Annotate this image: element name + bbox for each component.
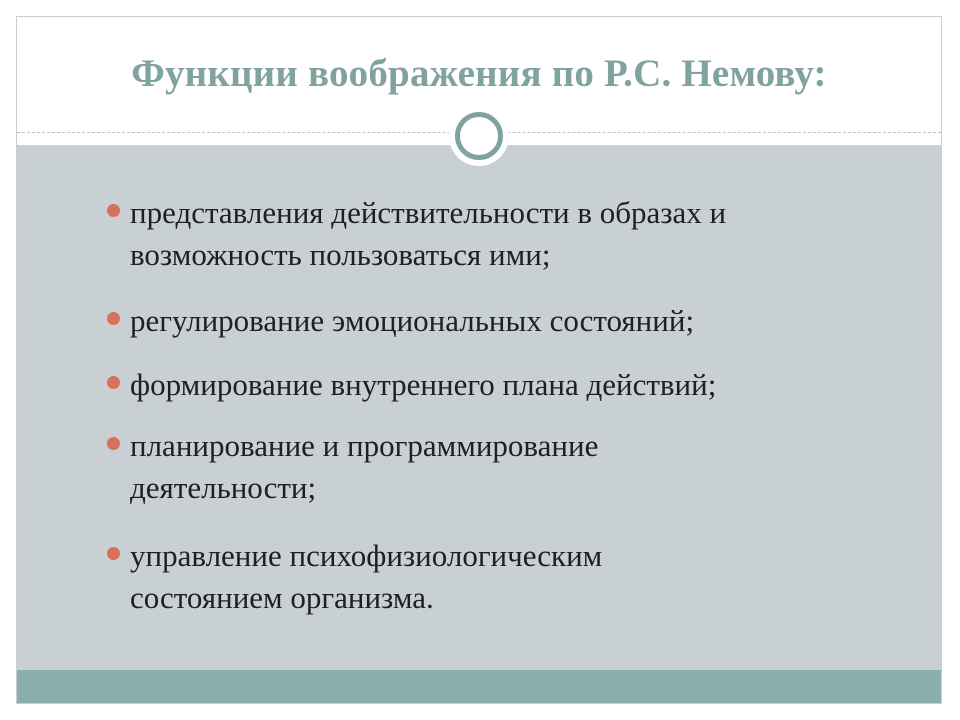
bullet-marker-icon <box>107 547 120 560</box>
bullet-3-line-1: формирование внутреннего плана действий; <box>130 367 717 402</box>
bullet-5-line-1: управление психофизиологическим <box>130 538 603 573</box>
bullet-1-line-2: возможность пользоваться ими; <box>130 237 551 272</box>
slide-title: Функции воображения по Р.С. Немову: <box>131 52 827 95</box>
bullet-4-line-2: деятельности; <box>130 470 317 505</box>
circle-ring-icon <box>455 112 503 160</box>
bullet-item-5 <box>130 535 890 619</box>
bottom-bar <box>17 670 941 703</box>
bullet-2-line-1: регулирование эмоциональных состояний; <box>130 303 695 338</box>
bullet-item-1 <box>130 192 890 276</box>
bullet-list <box>17 145 941 670</box>
bullet-marker-icon <box>107 437 120 450</box>
bullet-5-line-2: состоянием организма. <box>130 580 434 615</box>
bullet-marker-icon <box>107 376 120 389</box>
content-area <box>17 145 941 670</box>
bullet-4-line-1: планирование и программирование <box>130 428 599 463</box>
bullet-1-line-1: представления действительности в образах и <box>130 195 727 230</box>
bullet-marker-icon <box>107 312 120 325</box>
bullet-item-2 <box>130 300 890 342</box>
bullet-marker-icon <box>107 204 120 217</box>
bullet-item-4 <box>130 425 890 509</box>
bullet-item-3 <box>130 364 890 406</box>
